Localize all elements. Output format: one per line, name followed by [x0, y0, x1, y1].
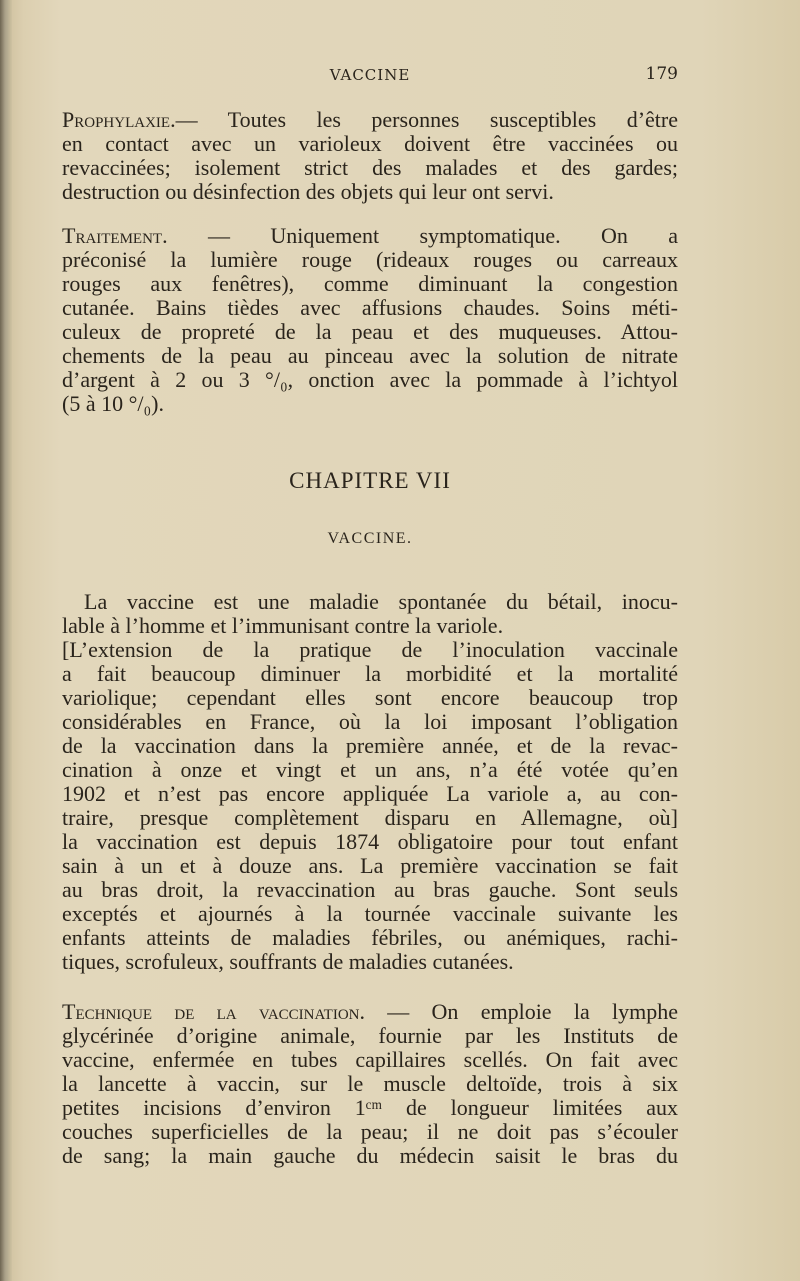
text-line: de la vaccination dans la première année, et de la revac- — [62, 733, 678, 758]
text-line: exceptés et ajournés à la tournée vaccinale suivante les — [62, 901, 678, 926]
text-line: rouges aux fenêtres), comme diminuant la congestion — [62, 271, 678, 296]
section-heading: Traitement. — [62, 223, 168, 248]
text-line: préconisé la lumière rouge (rideaux rouges ou carreaux — [62, 247, 678, 272]
text-line: La vaccine est une maladie spontanée du bétail, inocu- — [84, 589, 678, 614]
text-line: chements de la peau au pinceau avec la solution de nitrate — [62, 343, 678, 368]
text-line: sain à un et à douze ans. La première vaccination se fait — [62, 853, 678, 878]
text-line: lable à l’homme et l’immunisant contre la variole. — [62, 613, 504, 638]
section-heading: Technique de la vaccination. — [62, 999, 365, 1024]
text-line: traire, presque complètement disparu en Allemagne, où] — [62, 805, 678, 830]
text-line: destruction ou désinfection des objets qui leur ont servi. — [62, 179, 554, 204]
text-line: au bras droit, la revaccination au bras gauche. Sont seuls — [62, 877, 678, 902]
chapter-number: CHAPITRE VII — [289, 468, 451, 493]
text-line: [L’extension de la pratique de l’inoculation vaccinale — [62, 637, 678, 662]
text-line: couches superficielles de la peau; il ne doit pas s’écouler — [62, 1119, 678, 1144]
text-line: petites incisions d’environ 1ᶜᵐ de longueur limitées aux — [62, 1095, 678, 1120]
page-number: 179 — [645, 64, 678, 84]
text-line: de sang; la main gauche du médecin saisit le bras du — [62, 1143, 678, 1168]
paragraph-definition — [62, 590, 678, 638]
text-line: culeux de propreté de la peau et des muqueuses. Attou- — [62, 319, 678, 344]
text-line: vaccine, enfermée en tubes capillaires scellés. On fait avec — [62, 1047, 678, 1072]
text-line: en contact avec un varioleux doivent être vaccinées ou — [62, 131, 678, 156]
text-line: d’argent à 2 ou 3 °/₀, onction avec la pommade à l’ichtyol — [62, 367, 678, 392]
text-line: glycérinée d’origine animale, fournie par les Instituts de — [62, 1023, 678, 1048]
section-heading: Prophylaxie. — [62, 107, 176, 132]
page-header — [62, 62, 678, 92]
text-line: tiques, scrofuleux, souffrants de maladies cutanées. — [62, 949, 514, 974]
paragraph-prophylaxie — [62, 108, 678, 204]
text-line: a fait beaucoup diminuer la morbidité et la mortalité — [62, 661, 678, 686]
text-line: revaccinées; isolement strict des malades et des gardes; — [62, 155, 678, 180]
text-line: considérables en France, où la loi imposant l’obligation — [62, 709, 678, 734]
text-line: cutanée. Bains tièdes avec affusions chaudes. Soins méti- — [62, 295, 678, 320]
page-binding-shadow — [0, 0, 12, 1281]
running-title: VACCINE — [329, 66, 411, 84]
paragraph-extension — [62, 638, 678, 974]
paragraph-technique — [62, 1000, 678, 1168]
text-line: variolique; cependant elles sont encore beaucoup trop — [62, 685, 678, 710]
text-line: (5 à 10 °/₀). — [62, 391, 164, 416]
text-line: Traitement. — Uniquement symptomatique. On a — [62, 223, 678, 248]
text-line: la lancette à vaccin, sur le muscle deltoïde, trois à six — [62, 1071, 678, 1096]
text-line: 1902 et n’est pas encore appliquée La variole a, au con- — [62, 781, 678, 806]
text-line: enfants atteints de maladies fébriles, ou anémiques, rachi- — [62, 925, 678, 950]
paragraph-traitement — [62, 224, 678, 416]
text-line: Prophylaxie.— Toutes les personnes susceptibles d’être — [62, 107, 678, 132]
text-line: la vaccination est depuis 1874 obligatoire pour tout enfant — [62, 829, 678, 854]
chapter-title: VACCINE. — [327, 530, 413, 547]
text-line: Technique de la vaccination. — On emploie la lymphe — [62, 999, 678, 1024]
text-line: cination à onze et vingt et un ans, n’a été votée qu’en — [62, 757, 678, 782]
